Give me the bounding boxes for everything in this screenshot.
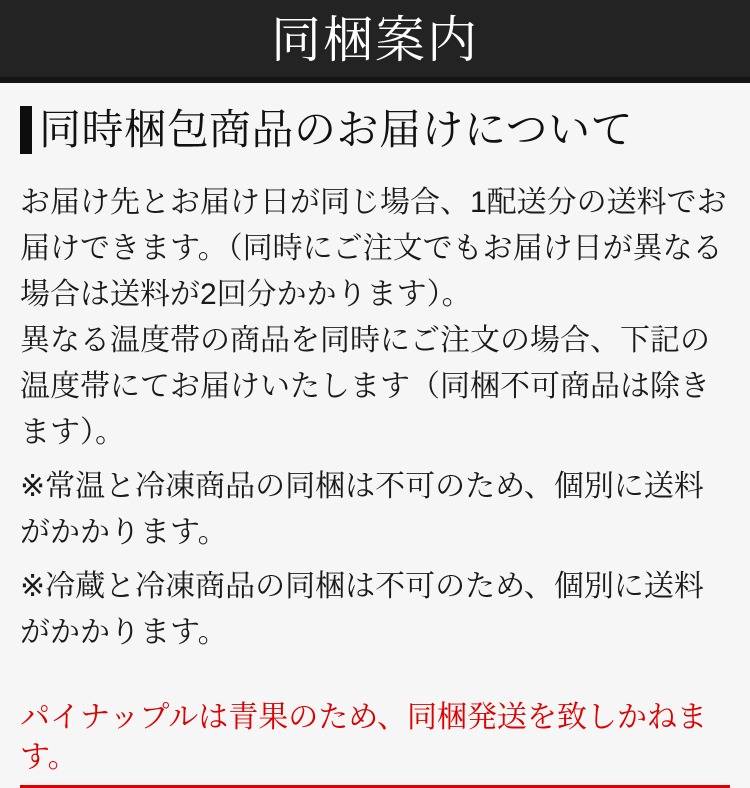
heading-bar-marker	[20, 106, 32, 154]
section-heading-text: 同時梱包商品のお届けについて	[39, 106, 634, 153]
note-ambient-frozen: ※常温と冷凍商品の同梱は不可のため、個別に送料がかかります。	[20, 470, 704, 550]
header-bar	[0, 0, 750, 83]
intro-paragraph-temperature-band: 異なる温度帯の商品を同時にご注文の場合、下記の温度帯にてお届けいたします（同梱不可商品は除きます）。	[20, 324, 710, 450]
header-title: 同梱案内	[271, 11, 479, 68]
intro-paragraph-same-date: お届け先とお届け日が同じ場合、1配送分の送料でお届けできます。（同時にご注文でもお届け日が異なる場合は送料が2回分かかります）。	[20, 186, 727, 312]
section-heading	[20, 105, 730, 155]
note-chilled-frozen: ※冷蔵と冷凍商品の同梱は不可のため、個別に送料がかかります。	[20, 570, 704, 650]
content-area	[0, 105, 750, 788]
pineapple-warning-text: パイナップルは青果のため、同梱発送を致しかねます。	[20, 698, 730, 788]
